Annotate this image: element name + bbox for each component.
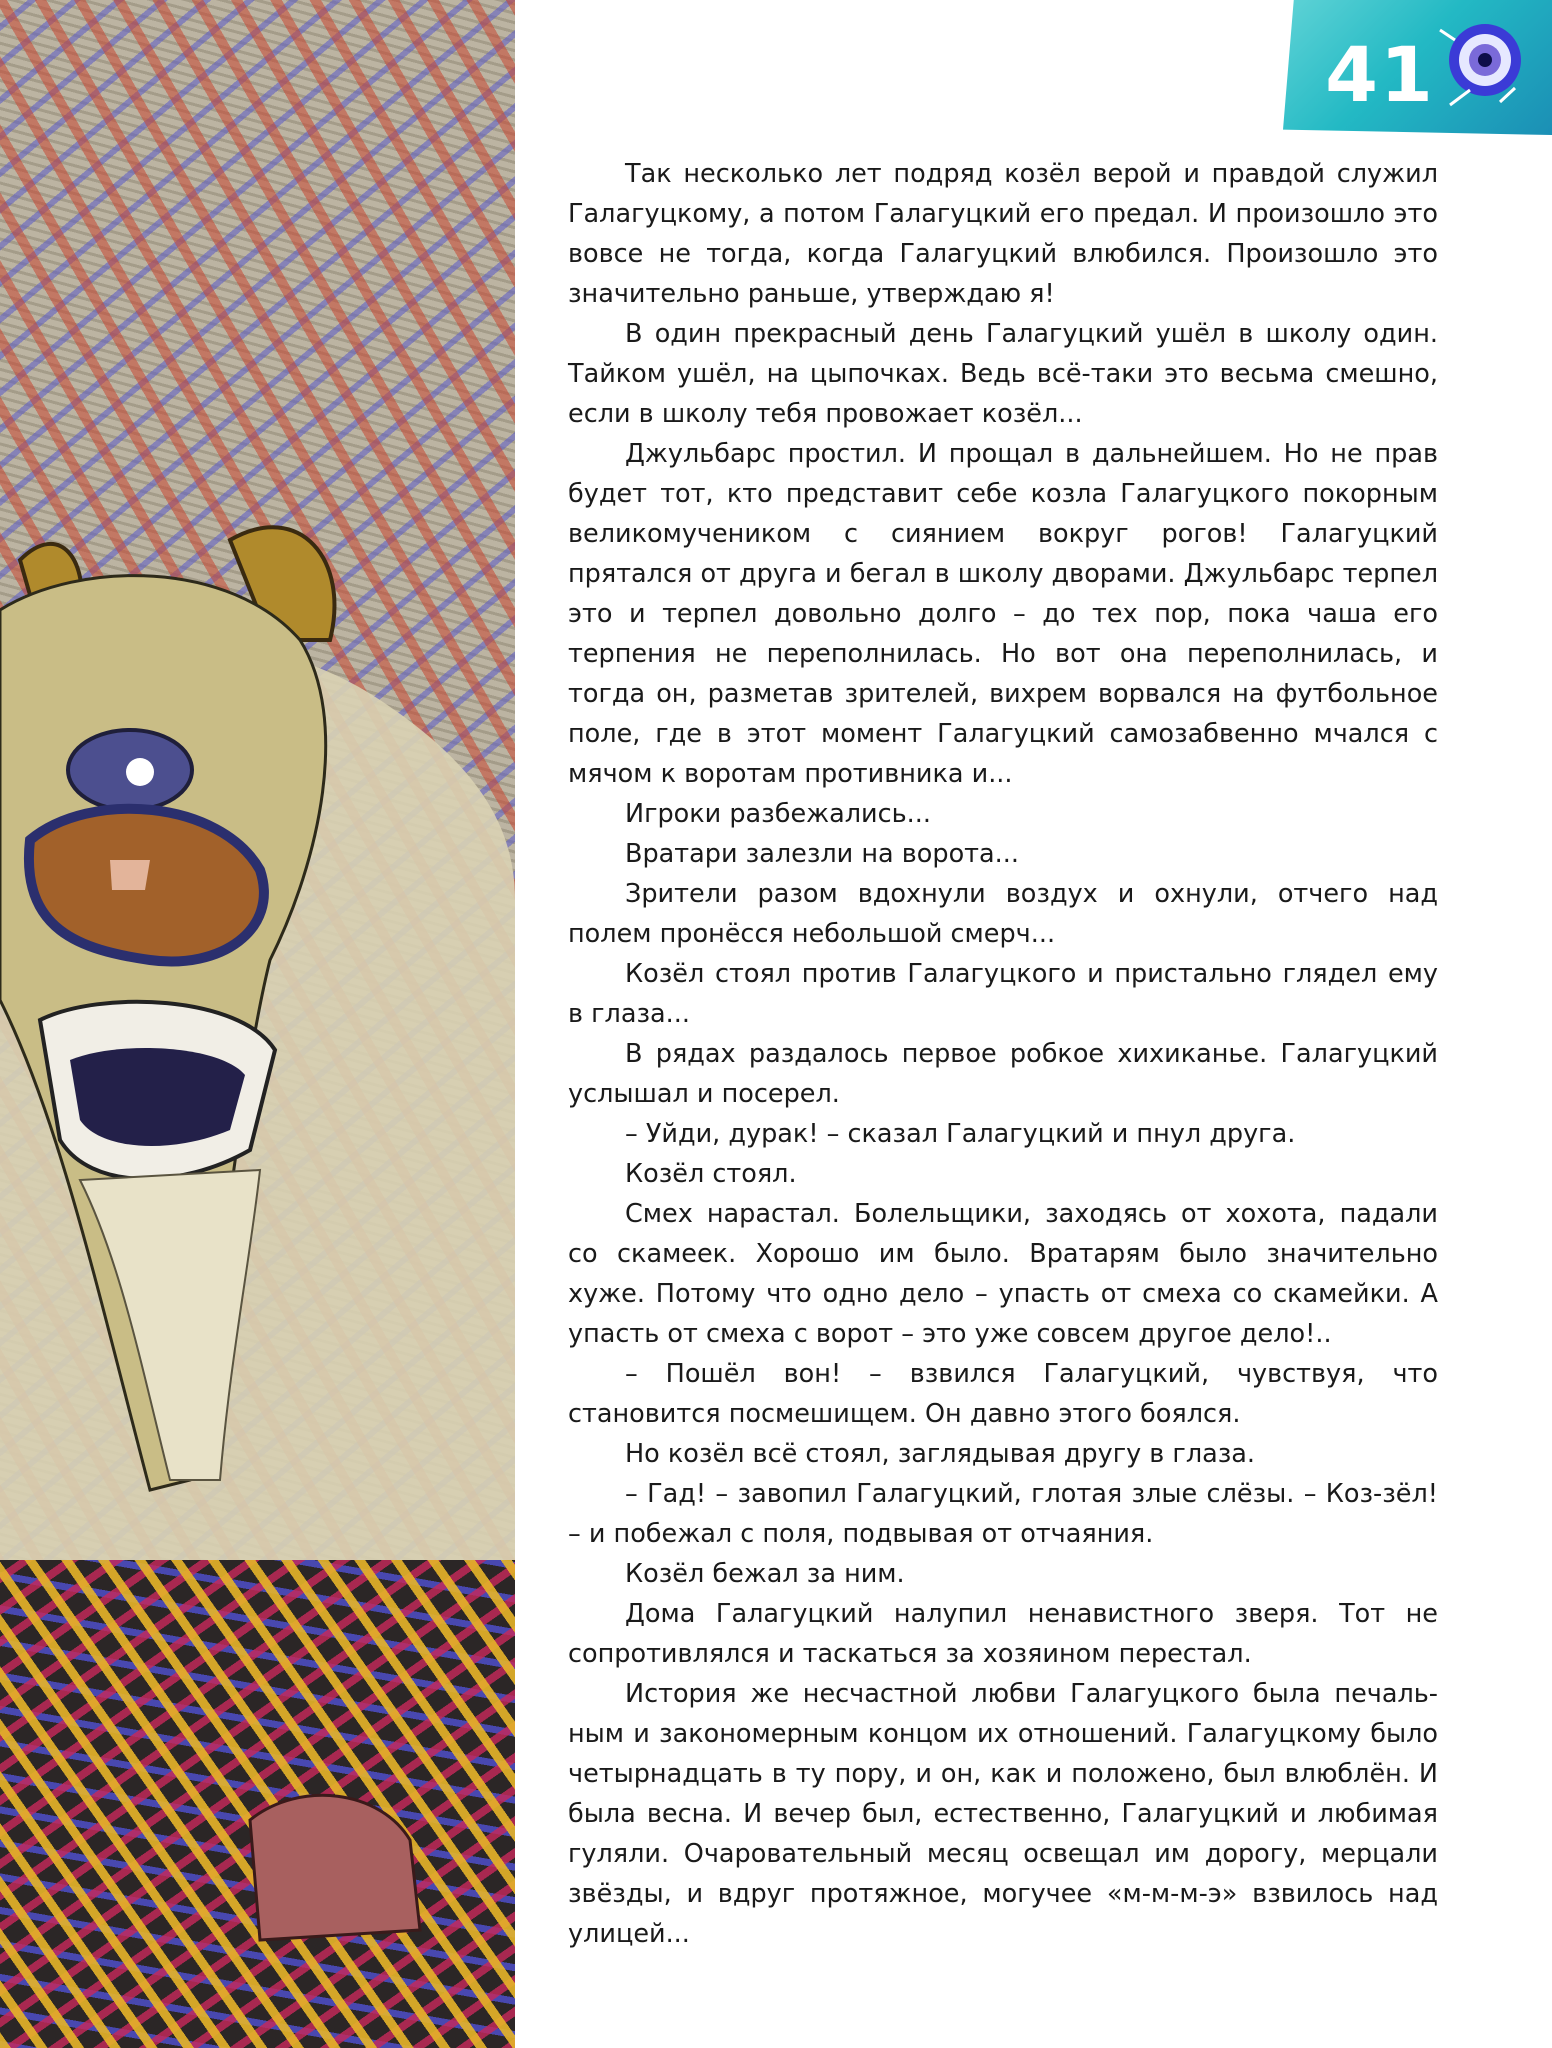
paragraph: – Пошёл вон! – взвился Галагуцкий, чувствуя, что становится посмешищем. Он давно этого боялся. (568, 1359, 1438, 1429)
paragraph: – Гад! – завопил Галагуцкий, глотая злые слёзы. – Коз-зёл! – и побежал с поля, подвывая от отчаяния. (568, 1479, 1438, 1549)
paragraph: Козёл стоял. (625, 1159, 797, 1189)
paragraph: – Уйди, дурак! – сказал Галагуцкий и пнул друга. (625, 1119, 1296, 1149)
eye-icon (1430, 10, 1540, 120)
page-number: 41 (1325, 30, 1435, 119)
paragraph: Зрители разом вдохнули воздух и охнули, отчего над полем пронёсся небольшой смерч... (568, 879, 1438, 949)
paragraph: Дома Галагуцкий налупил ненавистного зверя. Тот не сопротивлялся и таскаться за хозяином перестал. (568, 1599, 1438, 1669)
paragraph: Но козёл всё стоял, заглядывая другу в глаза. (625, 1439, 1256, 1469)
goat-drawing (0, 0, 515, 2048)
paragraph: Джульбарс простил. И прощал в дальнейшем. Но не прав будет тот, кто представит себе козла Галагуцкого покорным великомучеником с сиянием вокруг рогов! Галагуцкий прятался от друга и бегал в школу дворами. Джульбарс терпел это и терпел довольно долго – до тех пор, пока чаша его терпения не переполнилась. Но вот она переполнилась, и тогда он, разметав зрителей, вихрем ворвался на футбольное поле, где в этот момент Галагуцкий самозабвенно мчался с мячом к воротам противника и... (568, 439, 1438, 789)
paragraph: История же несчастной любви Галагуцкого была печальным и закономерным концом их отношений. Галагуцкому было четырнадцать в ту пору, и он, как и положено, был влюблён. И была весна. И вечер был, естественно, Галагуцкий и любимая гуляли. Очаровательный месяц освещал им дорогу, мерцали звёзды, и вдруг протяжное, могучее «м-м-м-э» взвилось над улицей... (568, 1679, 1438, 1949)
story-text (568, 154, 1438, 1954)
paragraph: Козёл стоял против Галагуцкого и пристально глядел ему в глаза... (568, 959, 1438, 1029)
paragraph: Вратари залезли на ворота... (625, 839, 1019, 869)
goat-illustration (0, 0, 515, 2048)
paragraph: Игроки разбежались... (625, 799, 931, 829)
paragraph: Смех нарастал. Болельщики, заходясь от хохота, падали со скамеек. Хорошо им было. Вратарям было значительно хуже. Потому что одно дело – упасть от смеха со скамейки. А упасть от смеха с ворот – это уже совсем другое дело!.. (568, 1199, 1438, 1349)
paragraph: В один прекрасный день Галагуцкий ушёл в школу один. Тайком ушёл, на цыпочках. Ведь всё-таки это весьма смешно, если в школу тебя провожает козёл... (568, 319, 1438, 429)
paragraph: Так несколько лет подряд козёл верой и правдой служил Галагуцкому, а потом Галагуцкий его предал. И произошло это вовсе не тогда, когда Галагуцкий влюбился. Произошло это значительно раньше, утверждаю я! (568, 159, 1438, 309)
paragraph: В рядах раздалось первое робкое хихиканье. Галагуцкий услышал и посерел. (568, 1039, 1438, 1109)
paragraph: Козёл бежал за ним. (625, 1559, 905, 1589)
